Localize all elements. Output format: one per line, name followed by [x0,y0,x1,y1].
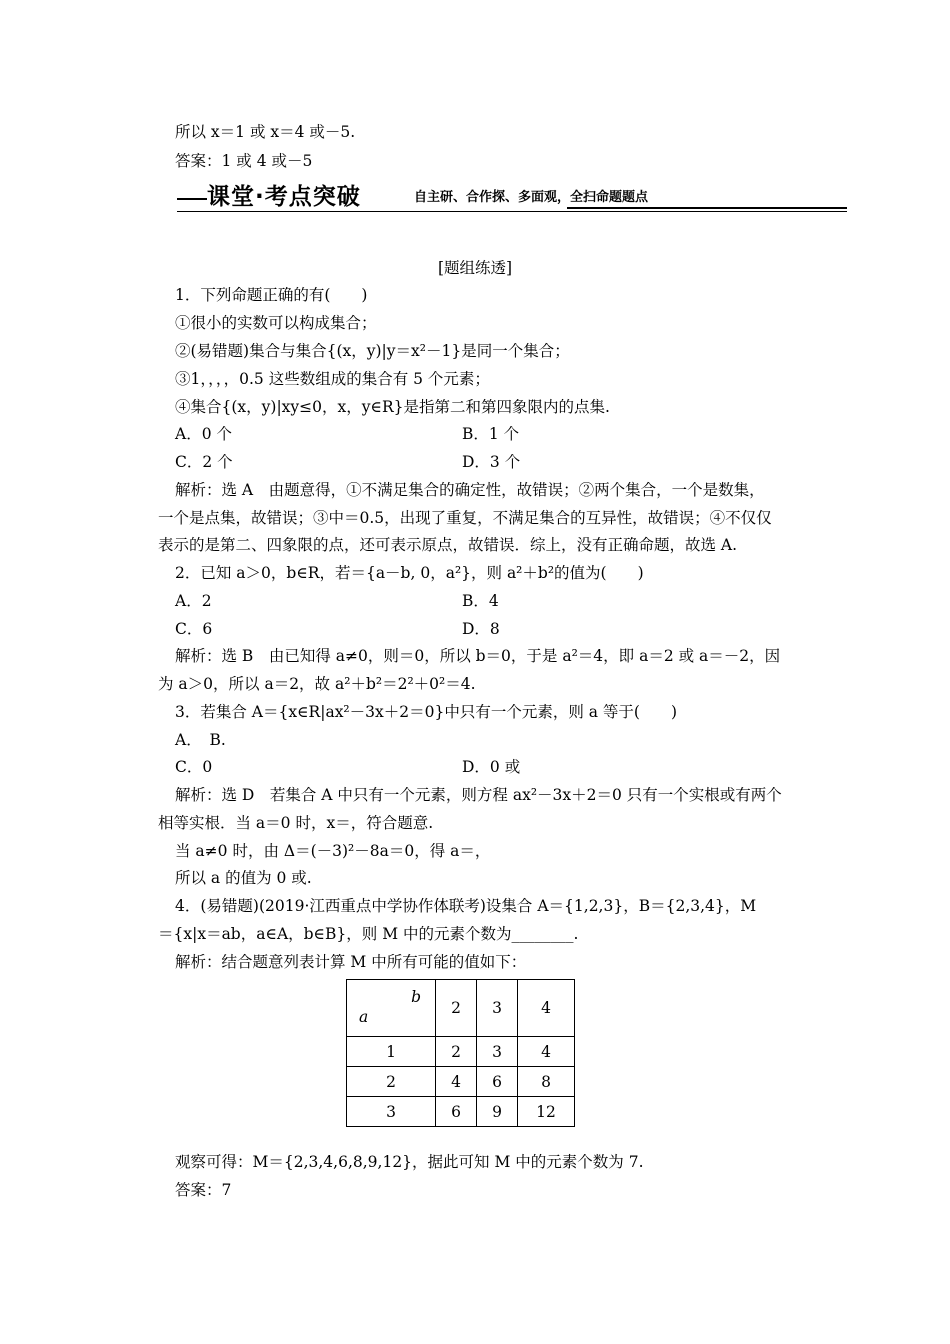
table-cell: 12 [518,1097,575,1127]
table-cell: 4 [436,1067,477,1097]
question-3: 3．若集合 A＝{x∈R|ax²－3x＋2＝0}中只有一个元素，则 a 等于( ) [175,703,678,721]
conclusion-line: 观察可得：M＝{2,3,4,6,8,9,12}，据此可知 M 中的元素个数为 7. [175,1153,644,1171]
solution-line: 解析：选 A 由题意得，①不满足集合的确定性，故错误；②两个集合，一个是数集， [175,481,765,499]
statement-1: ①很小的实数可以构成集合； [175,314,377,332]
table-cell: 2 [347,1067,436,1097]
option-c: C．2 个 [175,453,233,471]
question-4: 4．(易错题)(2019·江西重点中学协作体联考)设集合 A＝{1,2,3}，B＝{2,3,4}，M [175,897,757,915]
question-2: 2．已知 a＞0，b∈R，若＝{a－b, 0，a²}，则 a²＋b²的值为( ) [175,564,644,582]
table-row [347,1067,575,1097]
banner-subtitle: 自主研、合作探、多面观，全扫命题题点 [414,190,649,205]
table-row [347,980,575,1037]
table-cell: 3 [347,1097,436,1127]
option-c: C．6 [175,620,213,638]
option-d: D．8 [462,620,500,638]
solution-line: 解析：选 D 若集合 A 中只有一个元素，则方程 ax²－3x＋2＝0 只有一个实根或有两个 [175,786,782,804]
header-cell: 3 [477,980,518,1037]
question-1: 1．下列命题正确的有( ) [175,286,368,304]
option-b: B．4 [462,592,499,610]
solution-line: 当 a≠0 时，由 Δ＝(－3)²－8a＝0，得 a＝， [175,842,491,860]
row-variable-label: a [359,1008,369,1026]
table-cell: 9 [477,1097,518,1127]
table-cell: 2 [436,1037,477,1067]
banner-decoration [177,198,207,200]
column-variable-label: b [411,988,421,1006]
question-4-cont: ＝{x|x＝ab，a∈A，b∈B}，则 M 中的元素个数为________. [158,925,579,943]
solution-line: 一个是点集，故错误；③中＝0.5，出现了重复，不满足集合的互异性，故错误；④不仅仅 [158,509,772,527]
solution-line: 解析：选 B 由已知得 a≠0，则＝0，所以 b＝0，于是 a²＝4，即 a＝2 或 a＝－2，因 [175,647,781,665]
table-row [347,1037,575,1067]
solution-line: 解析：结合题意列表计算 M 中所有可能的值如下： [175,953,527,971]
table-cell: 8 [518,1067,575,1097]
option-ab: A． B. [175,731,226,749]
option-a: A．0 个 [175,425,232,443]
option-d: D．3 个 [462,453,521,471]
table-row [347,1097,575,1127]
table-cell: 6 [436,1097,477,1127]
answer-line: 答案：7 [175,1181,232,1199]
table-cell: 6 [477,1067,518,1097]
product-table [346,979,575,1127]
solution-line: 所以 a 的值为 0 或. [175,869,312,887]
solution-line: 为 a＞0，所以 a＝2，故 a²＋b²＝2²＋0²＝4. [158,675,476,693]
banner-rule [567,207,847,209]
header-cell: 4 [518,980,575,1037]
table-cell: 4 [518,1037,575,1067]
banner-rule [177,211,847,212]
header-cell: 2 [436,980,477,1037]
option-d: D．0 或 [462,758,521,776]
section-banner [177,180,847,216]
banner-title: 课堂·考点突破 [207,184,361,210]
statement-2: ②(易错题)集合与集合{(x，y)|y＝x²－1}是同一个集合； [175,342,570,360]
text-line: 所以 x＝1 或 x＝4 或－5. [175,123,356,141]
answer-line: 答案：1 或 4 或－5 [175,152,313,170]
table-cell: 3 [477,1037,518,1067]
section-title: [题组练透] [437,259,513,277]
table-cell: 1 [347,1037,436,1067]
option-b: B．1 个 [462,425,520,443]
solution-line: 表示的是第二、四象限的点，还可表示原点，故错误．综上，没有正确命题，故选 A. [158,536,738,554]
statement-4: ④集合{(x，y)|xy≤0，x，y∈R}是指第二和第四象限内的点集. [175,398,610,416]
option-a: A．2 [175,592,212,610]
option-c: C．0 [175,758,213,776]
solution-line: 相等实根．当 a＝0 时，x＝，符合题意. [158,814,434,832]
table-corner-cell [347,980,436,1037]
statement-3: ③1，，，，0.5 这些数组成的集合有 5 个元素； [175,370,490,388]
